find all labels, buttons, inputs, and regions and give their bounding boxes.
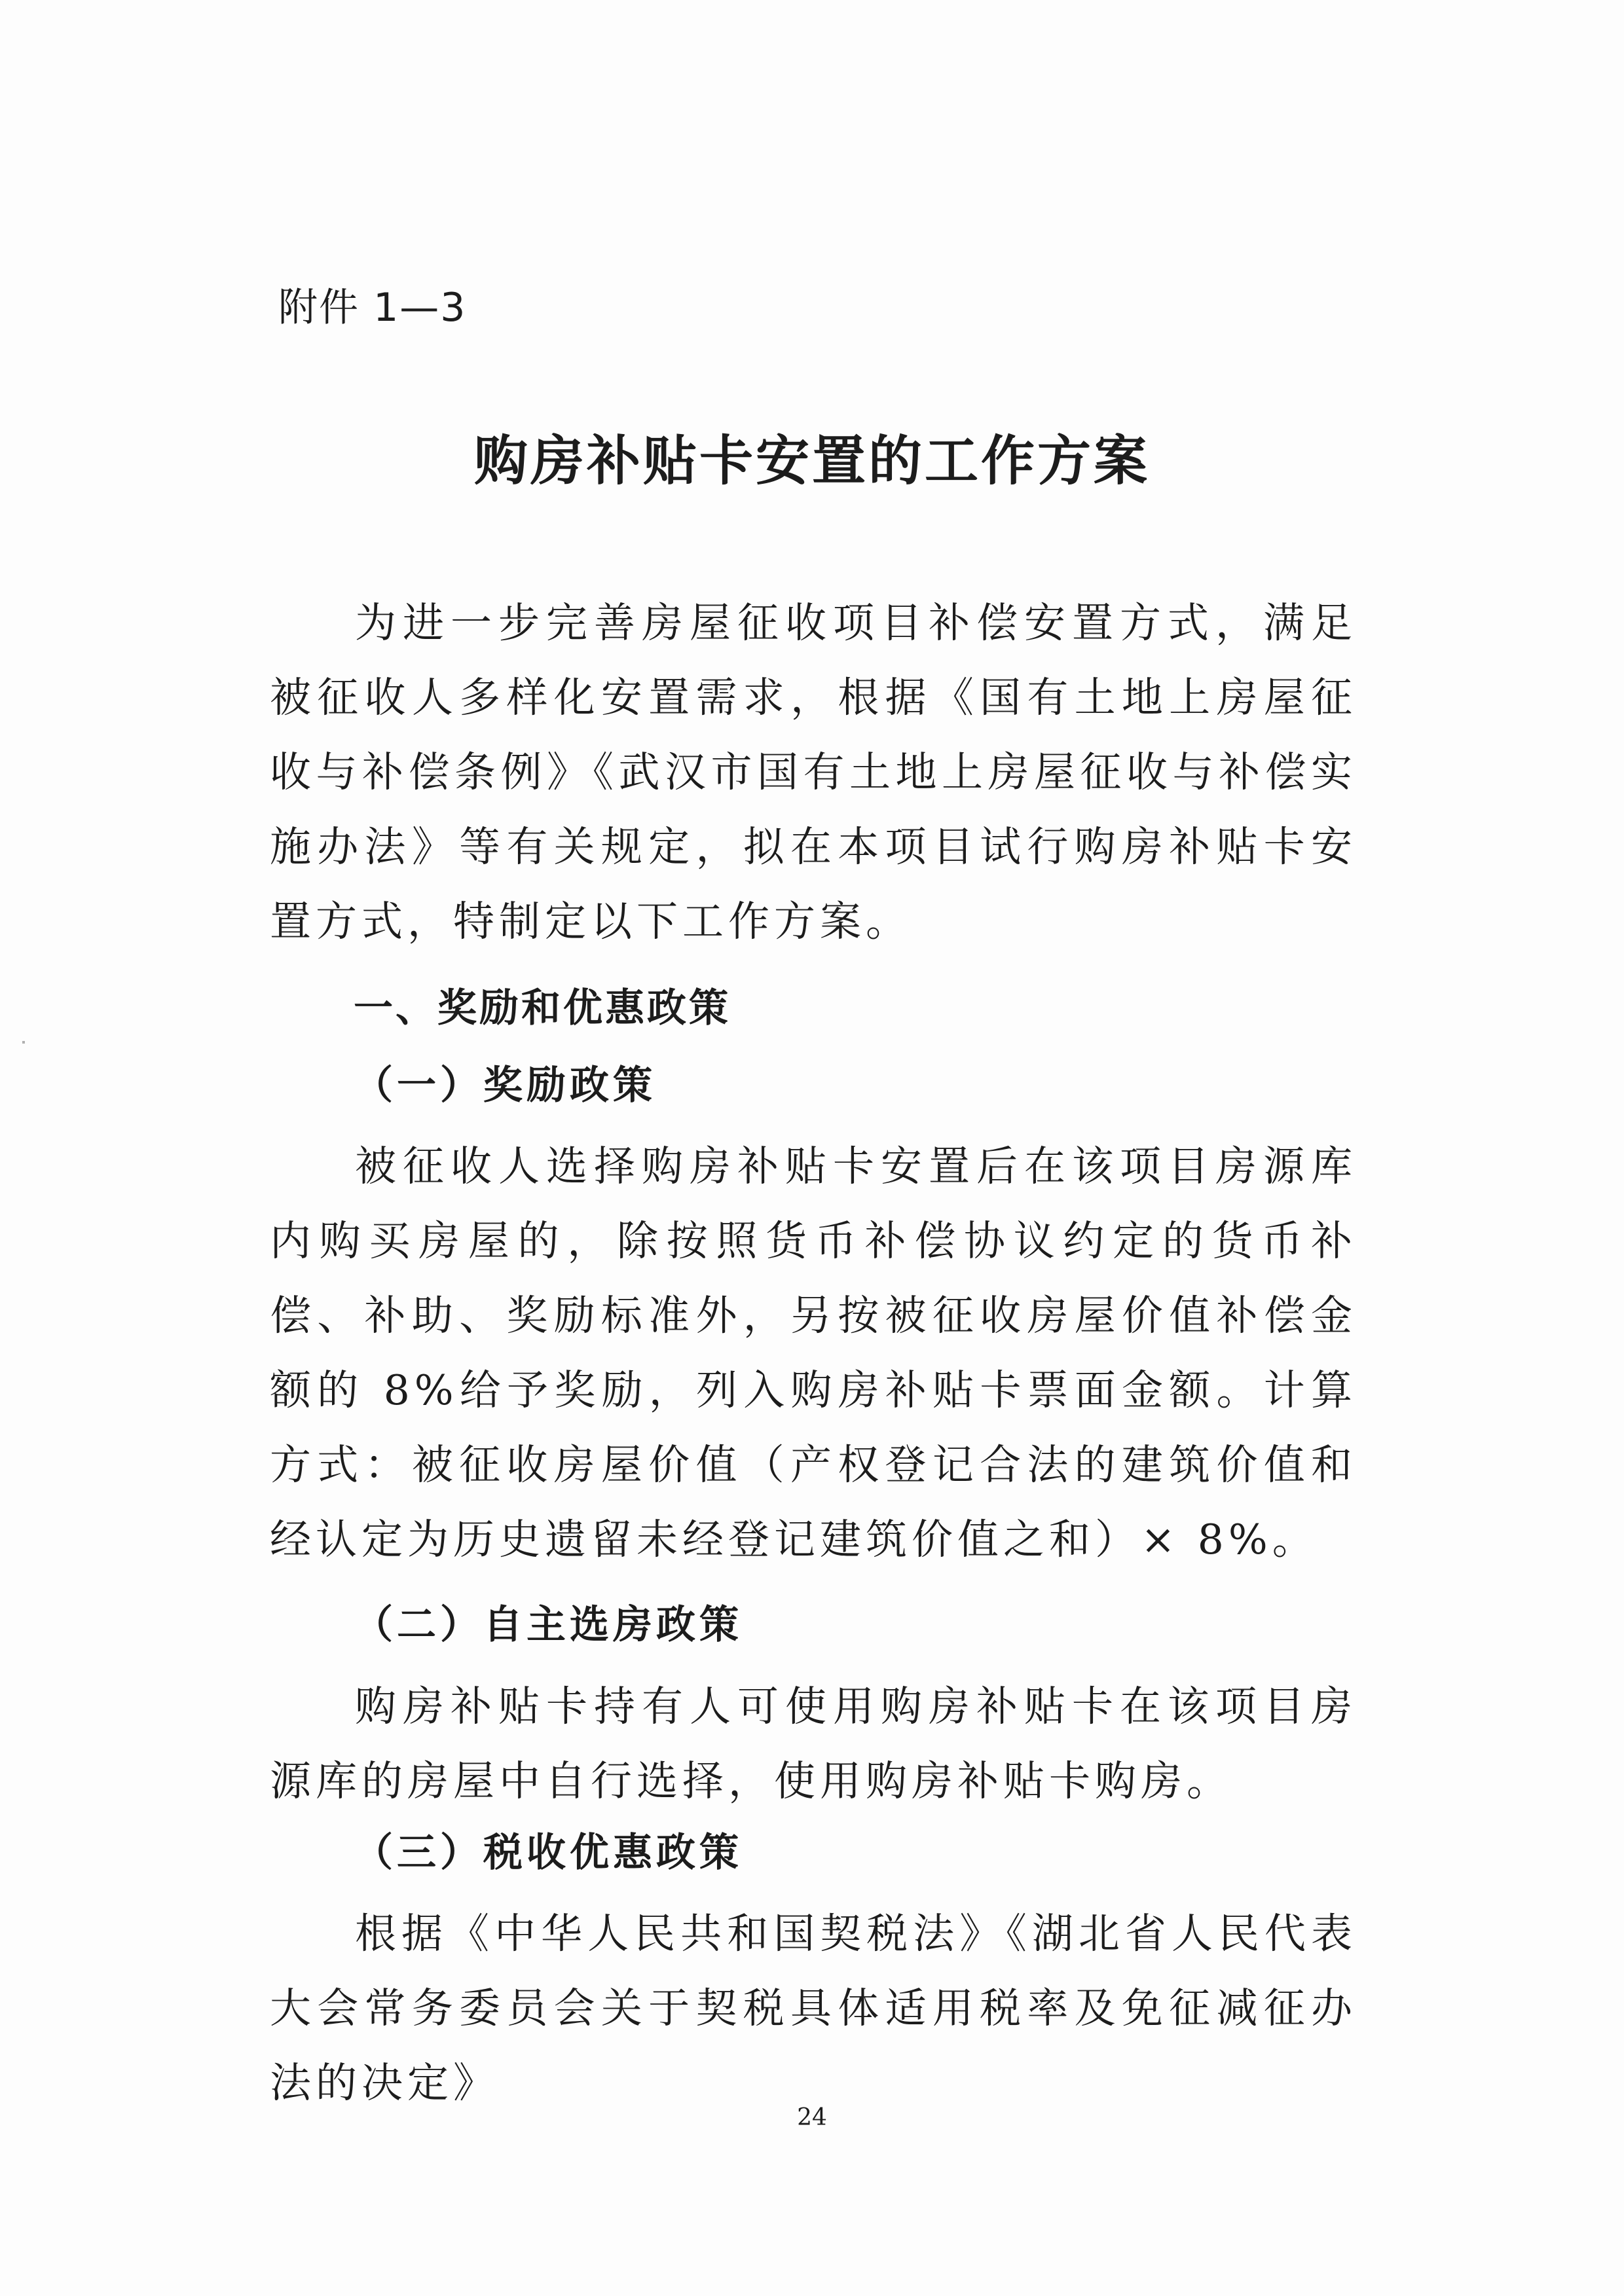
subheading-self-selection-policy: （二）自主选房政策: [354, 1602, 743, 1648]
paragraph-reward-policy: 被征收人选择购房补贴卡安置后在该项目房源库内购买房屋的，除按照货币补偿协议约定的货币补偿、补助、奖励标准外，另按被征收房屋价值补偿金额的 8%给予奖励，列入购房补贴卡票面金额。计算方式：被征收房屋价值（产权登记合法的建筑价值和经认定为历史遗留未经登记建筑价值之和）× 8%。: [270, 1142, 1357, 1563]
paragraph-tax-policy: 根据《中华人民共和国契税法》《湖北省人民代表大会常务委员会关于契税具体适用税率及免征减征办法的决定》: [270, 1910, 1357, 2107]
subheading-reward-policy: （一）奖励政策: [354, 1063, 656, 1108]
document-title: 购房补贴卡安置的工作方案: [473, 430, 1150, 492]
page-number: 24: [797, 2104, 827, 2131]
scan-speck: [22, 1041, 25, 1044]
subheading-tax-policy: （三）税收优惠政策: [354, 1830, 743, 1876]
paragraph-self-selection-policy: 购房补贴卡持有人可使用购房补贴卡在该项目房源库的房屋中自行选择，使用购房补贴卡购房。: [270, 1683, 1357, 1805]
section-heading-incentives: 一、奖励和优惠政策: [354, 985, 731, 1031]
intro-paragraph: 为进一步完善房屋征收项目补偿安置方式，满足被征收人多样化安置需求，根据《国有土地上房屋征收与补偿条例》《武汉市国有土地上房屋征收与补偿实施办法》等有关规定，拟在本项目试行购房补贴卡安置方式，特制定以下工作方案。: [270, 599, 1357, 945]
attachment-label: 附件 1—3: [278, 285, 467, 331]
